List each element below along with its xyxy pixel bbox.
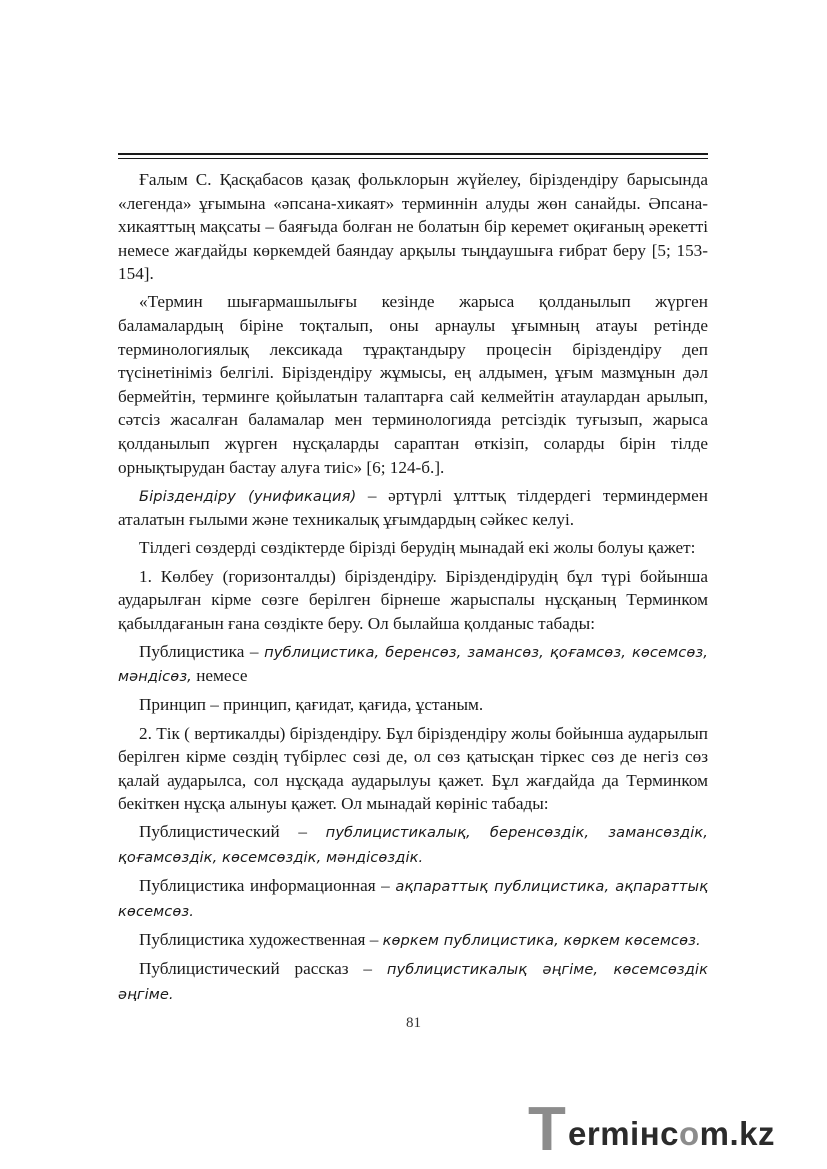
italic-run: ақпараттық публицистика, ақпараттық көсемсөз.: [118, 878, 708, 920]
text-run: – әртүрлі ұлттық тілдердегі терминдермен аталатын ғылыми және техникалық ұғымдардың сәйкес келуі.: [118, 485, 708, 530]
page-body: [118, 168, 708, 1011]
paragraph: [118, 290, 708, 479]
italic-run: көркем публицистика, көркем көсемсөз.: [382, 931, 701, 949]
paragraph: [118, 640, 708, 689]
logo-text-mid: ermiнc: [568, 1115, 679, 1152]
paragraph: [118, 957, 708, 1006]
text-run: Публицистика информационная –: [139, 876, 396, 896]
header-rule-thin: [118, 158, 708, 159]
text-run: Публицистика художественная –: [139, 929, 383, 949]
text-run: 2. Тік ( вертикалды) біріздендіру. Бұл біріздендіру жолы бойынша аударылып берілген кірме сөздің түбірлес сөзі де, ол сөз қатысқан тіркес сөз де негіз сөз қалай аударылса, сол нұсқада аударылуы қажет. Бұл жағдайда да Терминком бекіткен нұсқа алынуы қажет. Ол мынадай көрініс табады:: [118, 723, 708, 814]
logo-text-end: m.kz: [699, 1115, 776, 1152]
termincom-logo[interactable]: [528, 1095, 818, 1164]
logo-letter-t: T: [528, 1095, 566, 1164]
italic-run: публицистикалық әңгіме, көсемсөздік әңгіме.: [118, 960, 709, 1003]
paragraph: [118, 565, 708, 636]
paragraph: [118, 874, 708, 923]
text-run: немесе: [191, 666, 248, 686]
header-rule-thick: [118, 153, 708, 155]
paragraph: [118, 820, 708, 869]
page-number: 81: [406, 1015, 421, 1031]
logo-magnifier-o: o: [679, 1115, 700, 1152]
text-run: «Термин шығармашылығы кезінде жарыса қолданылып жүрген баламалардың біріне тоқталып, оны арнаулы ұғымның атауы ретінде терминологиялық лексикада тұрақтандыру процесін біріздендіру деп түсінетініміз белгілі. Біріздендіру жұмысы, ең алдымен, ұғым мазмұнын дәл бермейтін, терминге қойылатын талаптарға сай келмейтін атаулардан арылып, сәтсіз жасалған баламалар мен терминологияда ретсіздік туғызып, жарыса қолданылып жүрген нұсқаларды сараптан өткізіп, соларды бірін тілде орнықтырудан бастау алуға тиіс» [6; 124-б.].: [118, 292, 708, 477]
text-run: Публицистика –: [139, 641, 265, 661]
paragraph: [118, 168, 708, 286]
text-run: Публицистический рассказ –: [139, 958, 387, 978]
italic-run: публицистикалық, беренсөздік, замансөздік, қоғамсөздік, көсемсөздік, мәндісөздік.: [118, 824, 708, 867]
italic-run: Біріздендіру (унификация): [139, 487, 357, 505]
paragraph: [118, 536, 708, 560]
text-run: Принцип – принцип, қағидат, қағида, ұстаным.: [139, 695, 484, 715]
paragraph: [118, 693, 708, 717]
text-run: Тілдегі сөздерді сөздіктерде бірізді берудің мынадай екі жолы болуы қажет:: [139, 538, 696, 558]
text-run: Ғалым С. Қасқабасов қазақ фольклорын жүйелеу, біріздендіру барысында «легенда» ұғымына «әпсана-хикаят» терминнін алуды жөн санайды. Әпсана-хикаяттың мақсаты – баяғыда болған не болатын бір керемет оқиғаның әрекетті немесе жағдайды көркемдей баяндау арқылы тыңдаушыға ғибрат беру [5; 153-154].: [118, 170, 708, 284]
text-run: 1. Көлбеу (горизонталды) біріздендіру. Біріздендірудің бұл түрі бойынша аударылған кірме сөзге берілген бірнеше жарыспалы нұсқаның Терминком қабылдағанын ғана сөздікте беру. Ол былайша қолданыс табады:: [118, 566, 708, 633]
logo-text: [568, 1114, 775, 1154]
italic-run: публицистика, беренсөз, замансөз, қоғамсөз, көсемсөз, мәндісөз,: [118, 643, 708, 686]
paragraph: [118, 484, 708, 532]
text-run: Публицистический –: [139, 822, 326, 842]
paragraph: [118, 928, 708, 953]
paragraph: [118, 722, 708, 816]
